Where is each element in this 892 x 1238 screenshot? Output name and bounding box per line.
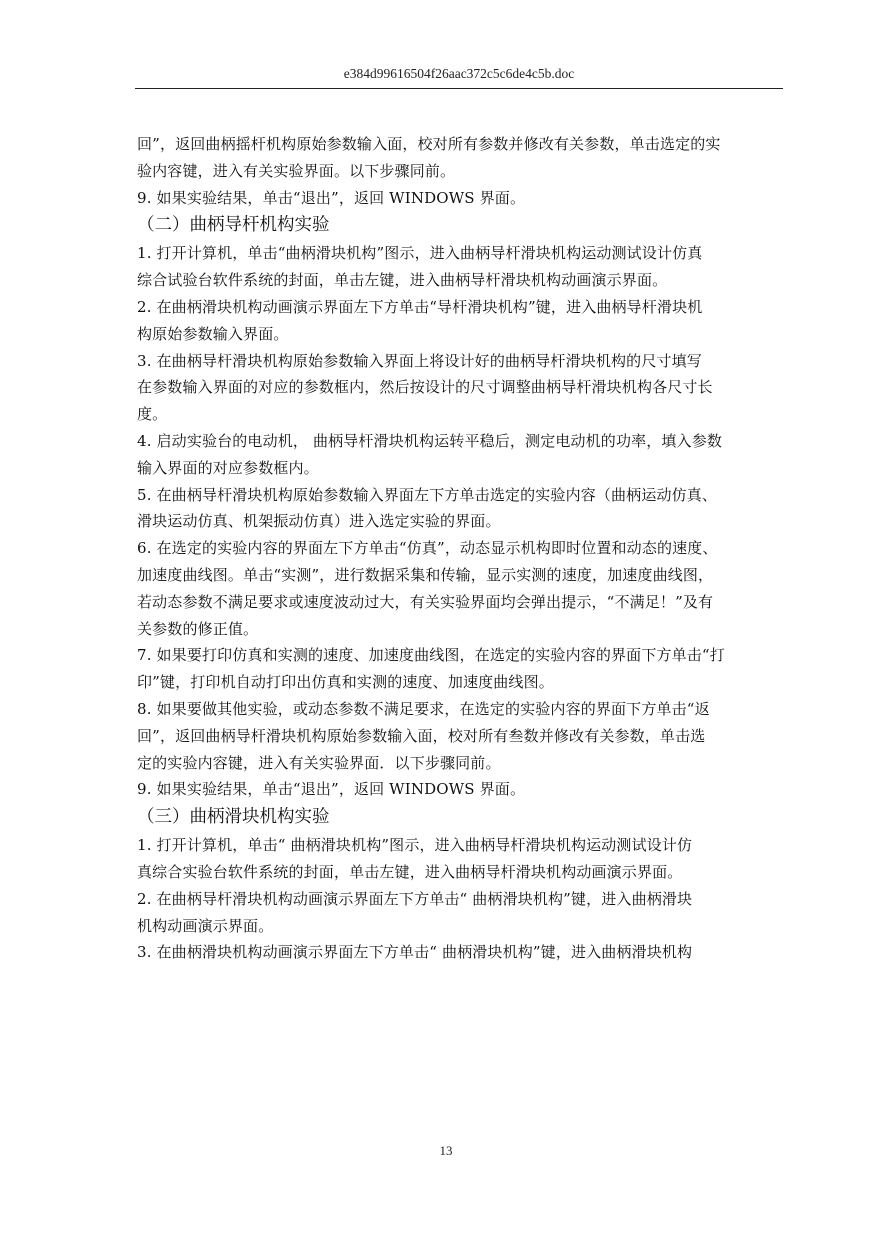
text-line: 在参数输入界面的对应的参数框内，然后按设计的尺寸调整曲柄导杆滑块机构各尺寸长	[137, 378, 713, 397]
text-line: 5. 在曲柄导杆滑块机构原始参数输入界面左下方单击选定的实验内容（曲柄运动仿真、	[137, 485, 718, 504]
text-line: 8. 如果要做其他实验，或动态参数不满足要求，在选定的实验内容的界面下方单击“返	[137, 699, 710, 718]
text-line: 输入界面的对应参数框内。	[137, 458, 319, 477]
text-line: 回”，返回曲柄导杆滑块机构原始参数输入面，校对所有叁数并修改有关参数，单击选	[137, 726, 706, 745]
text-line: 2. 在曲柄导杆滑块机构动画演示界面左下方单击“ 曲柄滑块机构”键，进入曲柄滑块	[137, 889, 693, 908]
text-line: 综合试验台软件系统的封面，单击左键，进入曲柄导杆滑块机构动画演示界面。	[137, 271, 668, 290]
text-line: 3. 在曲柄导杆滑块机构原始参数输入界面上将设计好的曲柄导杆滑块机构的尺寸填写	[137, 351, 702, 370]
text-line: 加速度曲线图。单击“实测”，进行数据采集和传输，显示实测的速度，加速度曲线图，	[137, 565, 714, 584]
text-line: 构原始参数输入界面。	[137, 324, 289, 343]
text-line: 1. 打开计算机，单击“曲柄滑块机构”图示，进入曲柄导杆滑块机构运动测试设计仿真	[137, 244, 703, 263]
page-header	[135, 66, 783, 89]
text-line: 若动态参数不满足要求或速度波动过大，有关实验界面均会弹出提示，“不满足！”及有	[137, 592, 714, 611]
text-line: 真综合实验台软件系统的封面，单击左键，进入曲柄导杆滑块机构动画演示界面。	[137, 862, 683, 881]
text-line: 回”，返回曲柄摇杆机构原始参数输入面，校对所有参数并修改有关参数，单击选定的实	[137, 135, 721, 153]
text-line: 定的实验内容键，进入有关实验界面．以下步骤同前。	[137, 753, 501, 772]
document-body	[137, 131, 782, 966]
text-line: 9. 如果实验结果，单击“退出”，返回 WINDOWS 界面。	[137, 780, 526, 799]
text-line: 7. 如果要打印仿真和实测的速度、加速度曲线图，在选定的实验内容的界面下方单击“打	[137, 646, 725, 665]
text-line: 度。	[137, 405, 168, 424]
page-number: 13	[439, 1143, 453, 1158]
text-line: 机构动画演示界面。	[137, 916, 274, 935]
text-line: 验内容键，进入有关实验界面。以下步骤同前。	[137, 161, 456, 180]
text-line: 4. 启动实验台的电动机， 曲柄导杆滑块机构运转平稳后，测定电动机的功率，填入参数	[137, 431, 723, 450]
text-line: 滑块运动仿真、机架振动仿真）进入选定实验的界面。	[137, 512, 501, 531]
text-line: 9. 如果实验结果，单击“退出”，返回 WINDOWS 界面。	[137, 188, 526, 207]
section-heading: （三）曲柄滑块机构实验	[137, 807, 330, 828]
text-line: 印”键，打印机自动打印出仿真和实测的速度、加速度曲线图。	[137, 673, 554, 692]
text-line: 关参数的修正值。	[137, 619, 259, 638]
section-heading: （二）曲柄导杆机构实验	[137, 215, 330, 236]
text-line: 2. 在曲柄滑块机构动画演示界面左下方单击“导杆滑块机构”键，进入曲柄导杆滑块机	[137, 297, 703, 316]
document-filename: e384d99616504f26aac372c5c6de4c5b.doc	[343, 66, 575, 81]
text-line: 6. 在选定的实验内容的界面左下方单击“仿真”，动态显示机构即时位置和动态的速度、	[137, 539, 718, 558]
text-line: 1. 打开计算机，单击“ 曲柄滑块机构”图示，进入曲柄导杆滑块机构运动测试设计仿	[137, 836, 693, 855]
text-line: 3. 在曲柄滑块机构动画演示界面左下方单击“ 曲柄滑块机构”键，进入曲柄滑块机构	[137, 943, 693, 962]
